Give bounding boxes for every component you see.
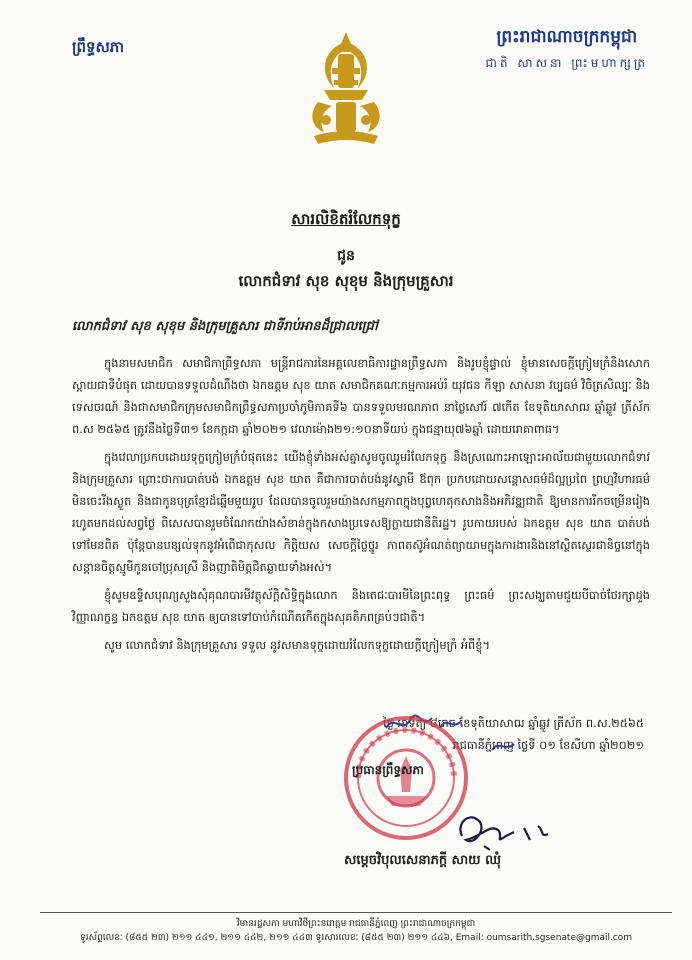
letter-body	[72, 352, 650, 662]
lunar-date: ថ្ងៃ អាទិត្យ ៨រោច ខែទុតិយាសាឍ ឆ្នាំឆ្លូវ ត្រីស័ក ព.ស.២៥៦៥	[382, 716, 644, 730]
paragraph-4: សូម លោកជំទាវ និងក្រុមគ្រួសារ ទទួល នូវសមានទុក្ខដោយរំលែកទុក្ខដោយក្តីក្រៀមក្រំ អំពីខ្ញុំ។	[104, 638, 491, 652]
kingdom-header	[486, 26, 648, 73]
paragraph-2: ក្នុងវេលាប្រកបដោយទុក្ខក្រៀមក្រំបំផុតនេះ យើងខ្ញុំទាំងអស់គ្នាសូមចូលរួមរំលែកទុក្ខ និងស្រណោះអាឡោះអាល័យជាមួយលោកជំទាវនិងក្រុមគ្រួសារ ព្រោះថាការបាត់បង់ ឯកឧត្តម សុខ យាត គឺជាការបាត់បង់នូវស្វាមី ឪពុក ប្រកបដោយសន្តោសធម៌ដ៏ល្អប្រពៃ ព្រហ្មវិហារធម៌មិនចេះរីងស្ងួត និងជាកូនបុត្រខ្មែរដ៏ឆ្នើមមួយរូប ដែលបានចូលរួមយ៉ាងសកម្មភាពក្នុងបុព្វហេតុកសាងនិងអភិវឌ្ឍជាតិ ឱ្យមានការរីកចម្រើនរៀងរហូតមកដល់សព្វថ្ងៃ ពិសេសបានរួមចំណែកយ៉ាងសំខាន់ក្នុងកសាងប្រទេសឱ្យក្លាយជានីតិរដ្ឋ។ រូបកាយរបស់ ឯកឧត្តម សុខ យាត បាត់បង់ទៅមែនពិត ប៉ុន្តែបានបន្សល់ទុកនូវអំពើជាកុសល កិត្តិយស សេចក្តីថ្លៃថ្នូរ ភាពតស៊ូអំណត់ព្យាយាមក្នុងការងារនិងនៅស្ថិតស្ថេរជានិច្ចនៅក្នុងសន្តានចិត្តស្មូមីកូនចៅប្រុសស្រី និងញាតិមិត្តជិតឆ្ងាយទាំងអស់។	[72, 450, 650, 574]
royal-emblem-icon	[304, 28, 388, 150]
signer-role: ប្រធានព្រឹទ្ធសភា	[352, 763, 424, 777]
to-label: ជូន	[337, 248, 355, 264]
signature-icon	[454, 806, 564, 852]
signer-name: សម្តេចវិបុលសេនាភក្តី សាយ ឈុំ	[344, 853, 501, 868]
paragraph-3: ខ្ញុំសូមឧទ្ទិសបុណ្យសួងសុំគុណបារមីវត្ថុស័ក្តិសិទ្ធិក្នុងលោក និងតេជៈបារមីនៃព្រះពុទ្ធ ព្រះធម៌ ព្រះសង្ឃតាមជួយបីបាច់ថែរក្សាដួងវិញ្ញាណក្ខន្ធ ឯកឧត្តម សុខ យាត ឲ្យបានទៅចាប់កំណើតកើតក្នុងសុគតិភពគ្រប់ៗជាតិ។	[72, 588, 650, 624]
footer	[40, 912, 672, 945]
footer-contacts: ទូរស័ព្ទលេខៈ (៨៥៥ ២៣) ២១១ ៤៤១, ២១១ ៤៤២, ២១១ ៤៤៣ ទូរសារលេខៈ (៨៥៥ ២៣) ២១១ ៤៤៦, Email: oumsarith.sgsenate@gmail.com	[79, 933, 633, 943]
letter-title: សារលិខិតរំលែកទុក្ខ	[291, 210, 401, 228]
solar-date: រាជធានីភ្នំពេញ ថ្ងៃទី ០១ ខែសីហា ឆ្នាំ២០២១	[452, 738, 644, 752]
national-motto: ជាតិ សាសនា ព្រះមហាក្សត្រ	[485, 56, 648, 70]
kingdom-name: ព្រះរាជាណាចក្រកម្ពុជា	[496, 27, 638, 47]
recipient: លោកជំទាវ សុខ សុខុម និងក្រុមគ្រួសារ	[238, 272, 454, 290]
salutation: លោកជំទាវ សុខ សុខុម និងក្រុមគ្រួសារ ជាទីរាប់អានដ៏ជ្រាលជ្រៅ	[72, 319, 378, 334]
senate-label: ព្រឹទ្ធសភា	[72, 38, 125, 56]
footer-address: វិមានរដ្ឋសភា មហាវិថីព្រះនរោត្តម រាជធានីភ្នំពេញ ព្រះរាជាណាចក្រកម្ពុជា	[236, 919, 476, 929]
paragraph-1: ក្នុងនាមសមាជិក សមាជិកាព្រឹទ្ធសភា មន្ត្រីរាជការនៃអគ្គលេខាធិការដ្ឋានព្រឹទ្ធសភា និងរូបខ្ញុំផ្ទាល់ ខ្ញុំមានសេចក្តីក្រៀមក្រំនិងសោកស្តាយជាទីបំផុត ដោយបានទទួលដំណឹងថា ឯកឧត្តម សុខ យាត សមាជិកគណៈកម្មការអប់រំ យុវជន កីឡា សាសនា វប្បធម៌ វិចិត្រសិល្បៈ និងទេសចរណ៍ និងជាសមាជិកក្រុមសមាជិកព្រឹទ្ធសភាប្រចាំភូមិភាគទី៦ បានទទួលមរណភាព នាថ្ងៃសៅរ៍ ៧កើត ខែទុតិយាសាឍ ឆ្នាំឆ្លូវ ត្រីស័ក ព.ស ២៥៦៥ ត្រូវនឹងថ្ងៃទី៣១ ខែកក្កដា ឆ្នាំ២០២១ វេលាម៉ោង២១:១០នាទីយប់ ក្នុងជន្មាយុ៧៦ឆ្នាំ ដោយរោគាពាធ។	[72, 356, 650, 436]
